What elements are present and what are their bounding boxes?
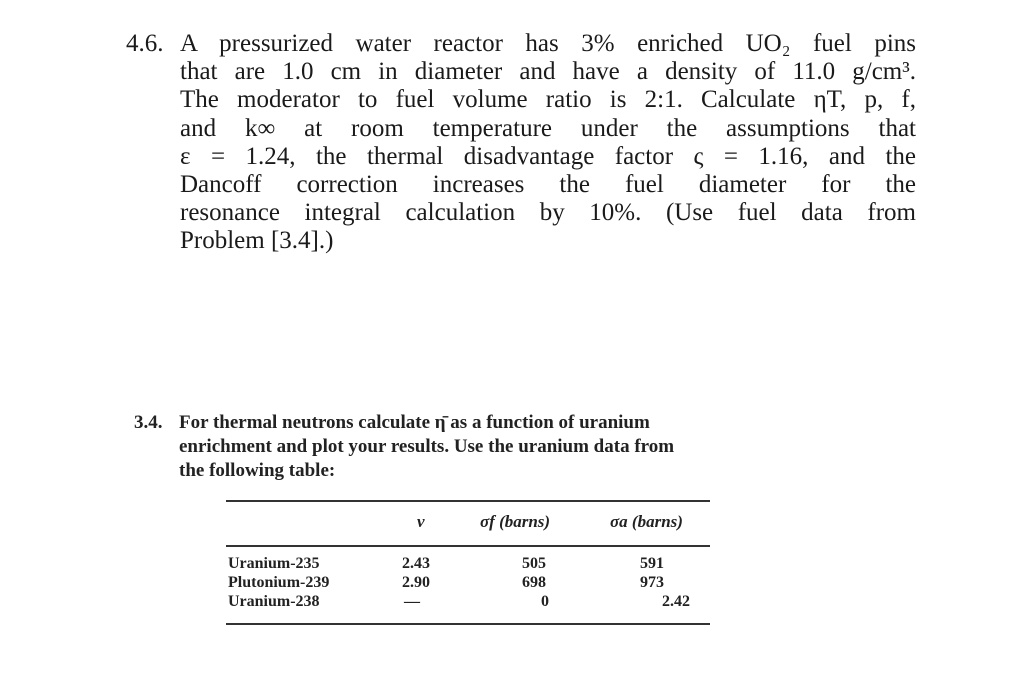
row-sigma-a: 591 xyxy=(640,555,664,572)
row-nu: 2.90 xyxy=(402,574,430,591)
problem-4-6-line-5: ε = 1.24, the thermal disadvantage factor ς = 1.16, and the xyxy=(180,142,916,170)
problem-4-6-number: 4.6. xyxy=(126,30,164,57)
table-header-rule xyxy=(226,545,710,547)
problem-4-6 xyxy=(126,30,916,256)
row-name: Uranium-235 xyxy=(228,555,320,572)
row-name: Plutonium-239 xyxy=(228,574,330,591)
problem-3-4-line-3: the following table: xyxy=(179,460,336,481)
table-bottom-rule xyxy=(226,623,710,625)
problem-4-6-line-1 xyxy=(126,30,916,58)
row-name: Uranium-238 xyxy=(228,593,320,610)
problem-4-6-line-8: Problem [3.4].) xyxy=(180,227,334,255)
row-nu: 2.43 xyxy=(402,555,430,572)
row-sigma-f: 505 xyxy=(522,555,546,572)
row-nu: — xyxy=(404,593,420,610)
problem-4-6-line-4: and k∞ at room temperature under the assumptions that xyxy=(180,114,916,142)
row-sigma-a: 2.42 xyxy=(662,593,690,610)
problem-4-6-line-7: resonance integral calculation by 10%. (Use fuel data from xyxy=(180,199,916,227)
problem-3-4 xyxy=(134,411,824,483)
header-sigma-a: σa (barns) xyxy=(610,512,683,531)
problem-4-6-line-2: that are 1.0 cm in diameter and have a density of 11.0 g/cm³. xyxy=(180,58,916,86)
header-nu: ν xyxy=(417,512,425,531)
problem-3-4-number: 3.4. xyxy=(134,412,163,433)
row-sigma-a: 973 xyxy=(640,574,664,591)
row-sigma-f: 0 xyxy=(541,593,549,610)
table-top-rule xyxy=(226,500,710,502)
problem-3-4-text-1: For thermal neutrons calculate η̄ as a function of uranium xyxy=(179,412,650,433)
problem-3-4-line-1 xyxy=(134,411,824,435)
problem-4-6-line-3: The moderator to fuel volume ratio is 2:1. Calculate ηT, p, f, xyxy=(180,86,916,114)
problem-4-6-text-1: A pressurized water reactor has 3% enriched UO₂ fuel pins xyxy=(180,30,916,57)
header-sigma-f: σf (barns) xyxy=(480,512,551,531)
problem-3-4-line-2: enrichment and plot your results. Use the uranium data from xyxy=(179,436,675,457)
problem-4-6-line-6: Dancoff correction increases the fuel diameter for the xyxy=(180,171,916,199)
row-sigma-f: 698 xyxy=(522,574,546,591)
